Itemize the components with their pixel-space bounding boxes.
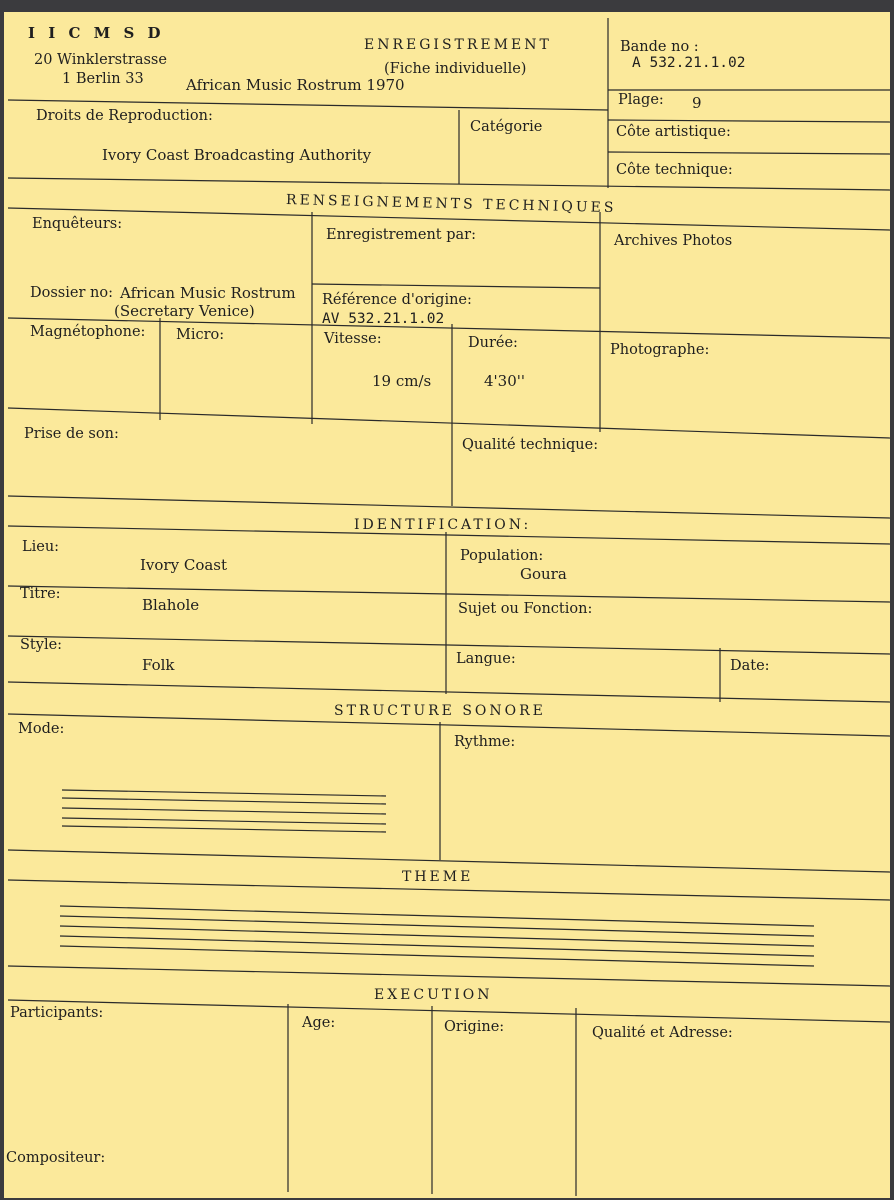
- reference-value: AV 532.21.1.02: [322, 311, 445, 327]
- address-line-1: 20 Winklerstrasse: [34, 52, 167, 68]
- population-value: Goura: [520, 565, 567, 583]
- plage-label: Plage:: [618, 92, 664, 108]
- plage-value: 9: [692, 94, 702, 112]
- theme-heading: THEME: [402, 869, 474, 885]
- sujet-label: Sujet ou Fonction:: [458, 601, 593, 617]
- style-label: Style:: [20, 637, 63, 653]
- form-title: ENREGISTREMENT: [364, 37, 552, 53]
- duree-value: 4'30'': [484, 372, 526, 390]
- structure-heading: STRUCTURE SONORE: [334, 703, 546, 719]
- date-label: Date:: [730, 658, 770, 674]
- lieu-value: Ivory Coast: [140, 556, 228, 574]
- langue-label: Langue:: [456, 651, 516, 667]
- enregistrement-par-label: Enregistrement par:: [326, 227, 476, 243]
- origine-label: Origine:: [444, 1019, 505, 1035]
- compositeur-label: Compositeur:: [6, 1150, 106, 1166]
- cote-technique-label: Côte technique:: [616, 162, 733, 178]
- dossier-value-2: (Secretary Venice): [114, 302, 255, 320]
- rythme-label: Rythme:: [454, 734, 516, 750]
- categorie-label: Catégorie: [470, 119, 543, 135]
- participants-label: Participants:: [10, 1005, 104, 1021]
- titre-label: Titre:: [20, 586, 61, 602]
- archives-photos-label: Archives Photos: [614, 233, 733, 249]
- dossier-value: African Music Rostrum: [120, 284, 296, 302]
- qualite-adresse-label: Qualité et Adresse:: [592, 1025, 733, 1041]
- mode-label: Mode:: [18, 721, 65, 737]
- titre-value: Blahole: [142, 596, 200, 614]
- cote-artistique-label: Côte artistique:: [616, 124, 731, 140]
- magnetophone-label: Magnétophone:: [30, 324, 146, 340]
- address-line-2: 1 Berlin 33: [62, 71, 144, 87]
- identification-heading: IDENTIFICATION:: [354, 517, 532, 533]
- duree-label: Durée:: [468, 335, 518, 351]
- population-label: Population:: [460, 548, 544, 564]
- technique-heading: RENSEIGNEMENTS TECHNIQUES: [285, 192, 617, 217]
- photographe-label: Photographe:: [610, 342, 710, 358]
- institute-logo: I I C M S D: [28, 24, 165, 42]
- index-card: [4, 12, 890, 1198]
- micro-label: Micro:: [176, 327, 225, 343]
- reference-label: Référence d'origine:: [322, 292, 472, 308]
- vitesse-label: Vitesse:: [324, 331, 382, 347]
- age-label: Age:: [302, 1015, 336, 1031]
- enqueteurs-label: Enquêteurs:: [32, 216, 123, 232]
- form-subtitle: (Fiche individuelle): [384, 61, 527, 77]
- qualite-technique-label: Qualité technique:: [462, 437, 599, 453]
- rights-label: Droits de Reproduction:: [36, 108, 213, 124]
- rights-value: Ivory Coast Broadcasting Authority: [102, 146, 372, 164]
- execution-heading: EXECUTION: [374, 987, 493, 1003]
- lieu-label: Lieu:: [22, 539, 60, 555]
- project-name: African Music Rostrum 1970: [186, 76, 405, 94]
- vitesse-value: 19 cm/s: [372, 372, 432, 390]
- bande-label: Bande no :: [620, 39, 699, 55]
- dossier-label: Dossier no:: [30, 285, 113, 301]
- style-value: Folk: [142, 656, 175, 674]
- bande-value: A 532.21.1.02: [632, 55, 746, 71]
- prise-de-son-label: Prise de son:: [24, 426, 119, 442]
